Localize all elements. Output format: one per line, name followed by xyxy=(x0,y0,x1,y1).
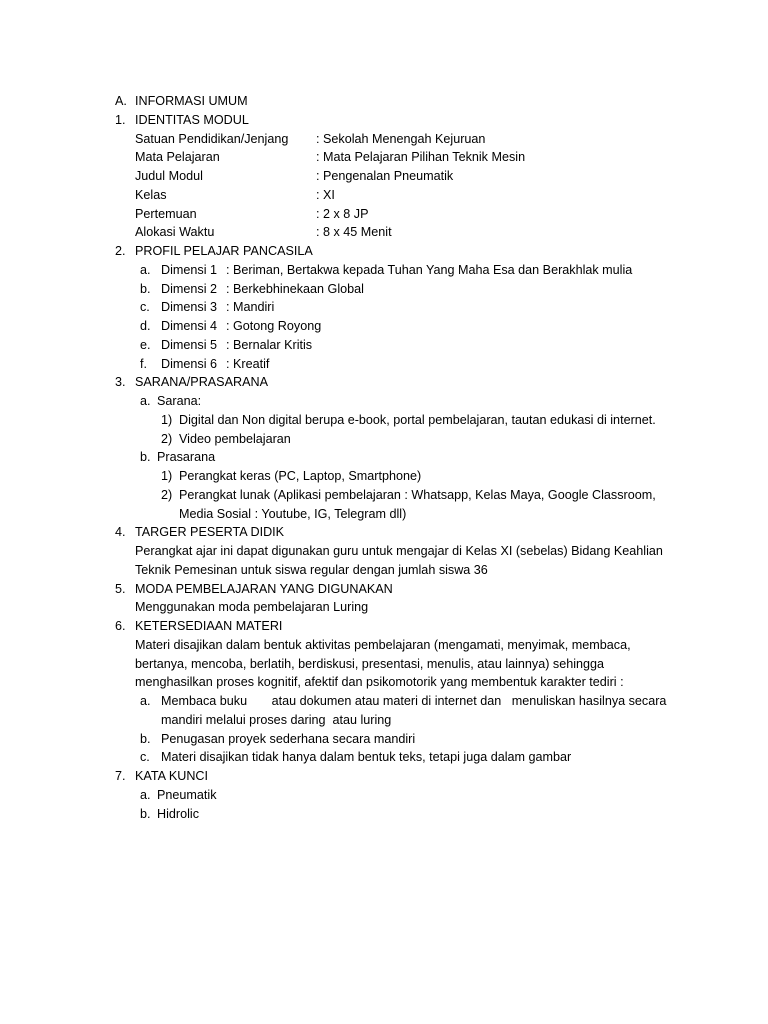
identity-value: : 2 x 8 JP xyxy=(316,206,369,221)
list-text: Perangkat keras (PC, Laptop, Smartphone) xyxy=(179,469,422,483)
list-key: 2) xyxy=(161,487,173,502)
list-key: 2) xyxy=(161,431,173,446)
paragraph-text: Materi disajikan dalam bentuk aktivitas pembelajaran (mengamati, menyimak, membaca, xyxy=(135,637,631,652)
dimension-text: : Gotong Royong xyxy=(226,319,322,333)
identity-row xyxy=(0,186,768,205)
list-item xyxy=(0,411,768,430)
list-text: Media Sosial : Youtube, IG, Telegram dll) xyxy=(179,506,407,521)
list-key: b. xyxy=(140,731,151,746)
list-key: a. xyxy=(140,394,151,408)
list-item xyxy=(0,467,768,486)
list-key: 1) xyxy=(161,412,173,427)
list-text: Hidrolic xyxy=(157,806,199,821)
dimension-item xyxy=(0,336,768,355)
section-key: A. xyxy=(115,94,127,108)
dimension-item xyxy=(0,355,768,374)
section-heading-target-peserta xyxy=(0,523,768,542)
list-key: b. xyxy=(140,281,151,296)
list-item xyxy=(0,730,768,749)
list-item xyxy=(0,430,768,449)
list-key: a. xyxy=(140,787,151,802)
dimension-label: Dimensi 6 xyxy=(161,356,217,371)
dimension-item xyxy=(0,261,768,280)
list-key: a. xyxy=(140,694,151,708)
identity-row xyxy=(0,223,768,242)
list-text: Penugasan proyek sederhana secara mandiri xyxy=(161,731,416,746)
list-text: mandiri melalui proses daring atau luring xyxy=(161,712,392,727)
list-text: Video pembelajaran xyxy=(179,431,291,446)
dimension-item xyxy=(0,280,768,299)
paragraph-text: Perangkat ajar ini dapat digunakan guru untuk mengajar di Kelas XI (sebelas) Bidang Keahlian xyxy=(135,544,663,558)
list-text: Materi disajikan tidak hanya dalam bentuk teks, tetapi juga dalam gambar xyxy=(161,750,572,765)
identity-row xyxy=(0,205,768,224)
dimension-label: Dimensi 2 xyxy=(161,281,217,296)
list-item xyxy=(0,748,768,767)
list-item xyxy=(0,805,768,824)
identity-value: : Pengenalan Pneumatik xyxy=(316,169,454,183)
dimension-label: Dimensi 5 xyxy=(161,337,217,352)
section-heading-identitas-modul xyxy=(0,111,768,130)
section-key: 5. xyxy=(115,581,126,596)
identity-label: Judul Modul xyxy=(135,169,203,183)
paragraph-line xyxy=(0,598,768,617)
section-key: 7. xyxy=(115,769,126,783)
section-heading-sarana-prasarana xyxy=(0,373,768,392)
list-key: c. xyxy=(140,300,150,315)
list-key: e. xyxy=(140,337,151,352)
section-title: KETERSEDIAAN MATERI xyxy=(135,619,283,633)
dimension-item xyxy=(0,298,768,317)
list-text: Pneumatik xyxy=(157,787,217,802)
section-key: 4. xyxy=(115,525,126,540)
list-key: b. xyxy=(140,806,151,821)
dimension-label: Dimensi 3 xyxy=(161,300,217,315)
sub-heading-label: Prasarana xyxy=(157,450,216,465)
list-text: Perangkat lunak (Aplikasi pembelajaran : Whatsapp, Kelas Maya, Google Classroom, xyxy=(179,487,656,502)
list-text: Membaca buku atau dokumen atau materi di internet dan menuliskan hasilnya secara xyxy=(161,694,667,708)
identity-label: Mata Pelajaran xyxy=(135,150,220,165)
section-title: KATA KUNCI xyxy=(135,769,209,783)
dimension-text: : Bernalar Kritis xyxy=(226,337,313,352)
section-heading-moda-pembelajaran xyxy=(0,580,768,599)
list-text: Digital dan Non digital berupa e-book, portal pembelajaran, tautan edukasi di internet. xyxy=(179,412,656,427)
list-key: c. xyxy=(140,750,150,765)
document-page xyxy=(0,92,768,823)
dimension-text: : Beriman, Bertakwa kepada Tuhan Yang Maha Esa dan Berakhlak mulia xyxy=(226,262,633,277)
identity-value: : Mata Pelajaran Pilihan Teknik Mesin xyxy=(316,150,526,165)
list-item xyxy=(0,486,768,505)
sub-heading-label: Sarana: xyxy=(157,394,202,408)
identity-label: Satuan Pendidikan/Jenjang xyxy=(135,131,289,146)
section-key: 6. xyxy=(115,619,126,633)
sub-heading-sarana xyxy=(0,392,768,411)
section-heading-kata-kunci xyxy=(0,767,768,786)
section-key: 1. xyxy=(115,112,126,127)
paragraph-text: Teknik Pemesinan untuk siswa regular dengan jumlah siswa 36 xyxy=(135,562,488,577)
identity-row xyxy=(0,130,768,149)
section-title: INFORMASI UMUM xyxy=(135,94,248,108)
identity-value: : Sekolah Menengah Kejuruan xyxy=(316,131,486,146)
list-key: 1) xyxy=(161,469,173,483)
identity-value: : XI xyxy=(316,187,335,202)
dimension-label: Dimensi 4 xyxy=(161,319,217,333)
section-title: MODA PEMBELAJARAN YANG DIGUNAKAN xyxy=(135,581,393,596)
identity-label: Alokasi Waktu xyxy=(135,225,215,240)
dimension-text: : Kreatif xyxy=(226,356,270,371)
paragraph-line xyxy=(0,673,768,692)
section-title: TARGER PESERTA DIDIK xyxy=(135,525,285,540)
sub-heading-prasarana xyxy=(0,448,768,467)
list-key: d. xyxy=(140,319,151,333)
paragraph-text: menghasilkan proses kognitif, afektif dan psikomotorik yang membentuk karakter tediri : xyxy=(135,675,624,690)
paragraph-line xyxy=(0,636,768,655)
identity-value: : 8 x 45 Menit xyxy=(316,225,392,240)
section-heading-informasi-umum xyxy=(0,92,768,111)
section-heading-ketersediaan-materi xyxy=(0,617,768,636)
list-key: a. xyxy=(140,262,151,277)
section-heading-profil-pelajar xyxy=(0,242,768,261)
paragraph-text: bertanya, mencoba, berlatih, berdiskusi, presentasi, menulis, atau lainnya) sehingga xyxy=(135,656,605,671)
identity-row xyxy=(0,148,768,167)
list-item-continuation xyxy=(0,505,768,524)
identity-label: Kelas xyxy=(135,187,167,202)
paragraph-line xyxy=(0,542,768,561)
section-title: SARANA/PRASARANA xyxy=(135,375,268,390)
identity-label: Pertemuan xyxy=(135,206,197,221)
dimension-label: Dimensi 1 xyxy=(161,262,217,277)
section-key: 2. xyxy=(115,244,126,258)
list-item xyxy=(0,786,768,805)
dimension-text: : Mandiri xyxy=(226,300,275,315)
list-item-continuation xyxy=(0,711,768,730)
section-title: IDENTITAS MODUL xyxy=(135,112,249,127)
identity-row xyxy=(0,167,768,186)
dimension-item xyxy=(0,317,768,336)
list-key: b. xyxy=(140,450,151,465)
paragraph-line xyxy=(0,655,768,674)
list-item xyxy=(0,692,768,711)
list-key: f. xyxy=(140,356,147,371)
paragraph-line xyxy=(0,561,768,580)
dimension-text: : Berkebhinekaan Global xyxy=(226,281,364,296)
paragraph-text: Menggunakan moda pembelajaran Luring xyxy=(135,600,369,615)
section-key: 3. xyxy=(115,375,126,390)
section-title: PROFIL PELAJAR PANCASILA xyxy=(135,244,313,258)
